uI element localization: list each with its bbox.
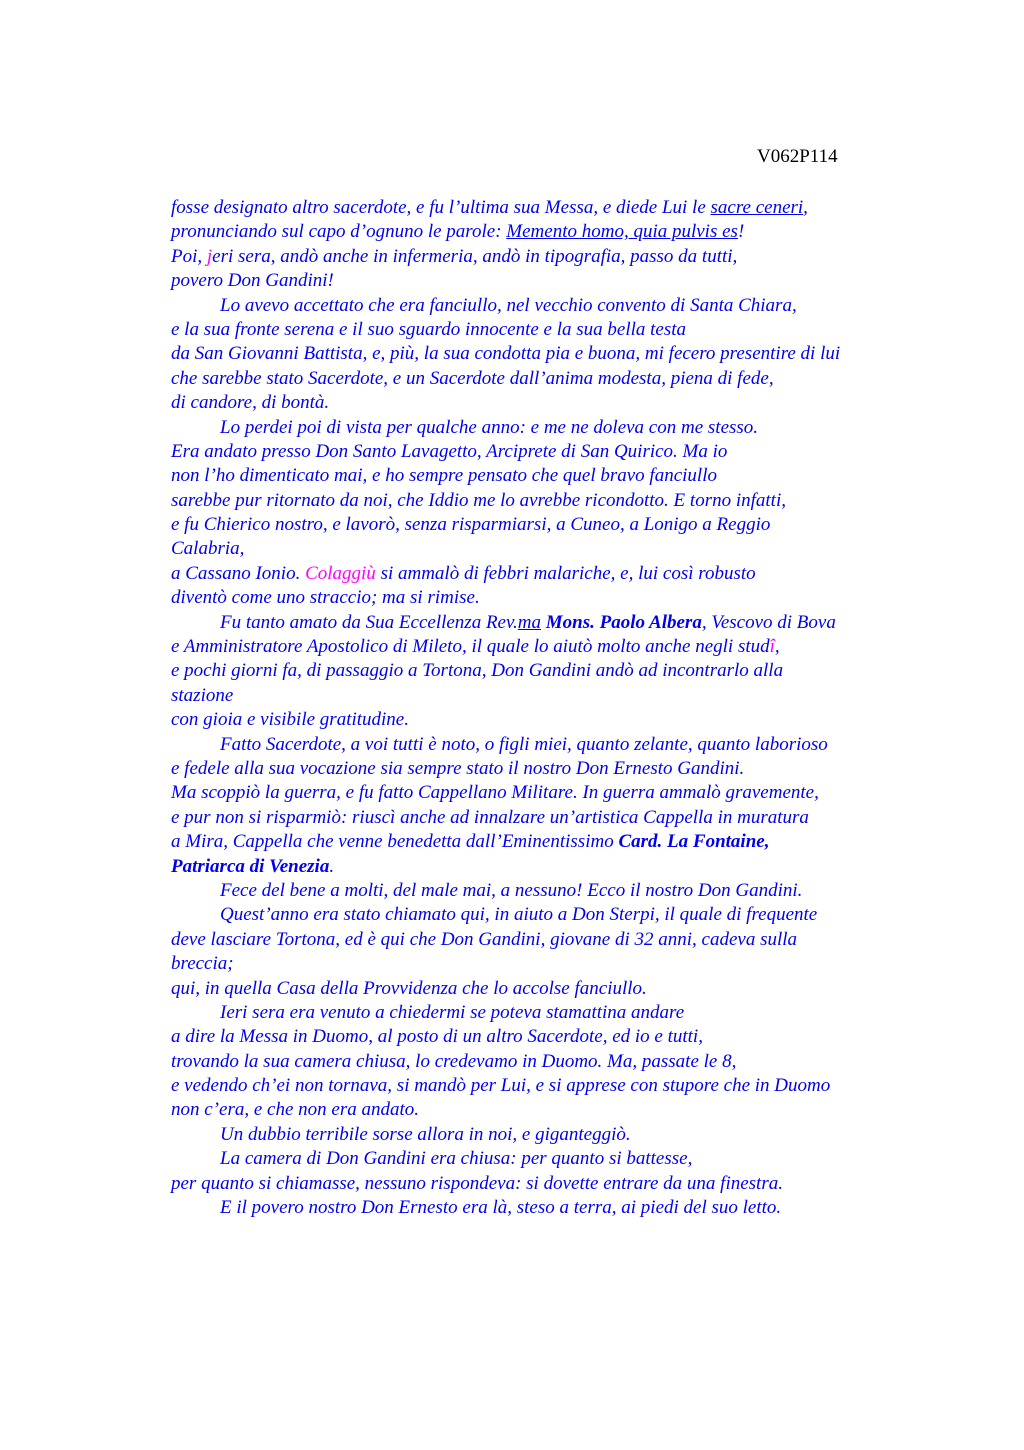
paragraph-start: Un dubbio terribile sorse allora in noi, e giganteggiò. <box>220 1123 631 1145</box>
text-line: per quanto si chiamasse, nessuno rispondeva: si dovette entrare da una finestra. <box>171 1172 783 1194</box>
paragraph-start: E il povero nostro Don Ernesto era là, steso a terra, ai piedi del suo letto. <box>220 1197 782 1219</box>
text-line: a Cassano Ionio. Colaggiù si ammalò di febbri malariche, e, lui così robusto <box>171 562 756 584</box>
text-line: fosse designato altro sacerdote, e fu l’ultima sua Messa, e diede Lui le sacre ceneri, <box>171 197 808 218</box>
text-line: e fu Chierico nostro, e lavorò, senza risparmiarsi, a Cuneo, a Lonigo a Reggio <box>171 514 771 536</box>
text-line: e la sua fronte serena e il suo sguardo innocente e la sua bella testa <box>171 318 687 340</box>
text-line: stazione <box>171 684 234 706</box>
text-line: Calabria, <box>171 538 245 560</box>
text-line: pronunciando sul capo d’ognuno le parole: Memento homo, quia pulvis es! <box>171 221 745 243</box>
text-line: trovando la sua camera chiusa, lo credevamo in Duomo. Ma, passate le 8, <box>171 1050 737 1072</box>
text-line: a dire la Messa in Duomo, al posto di un altro Sacerdote, ed io e tutti, <box>171 1026 703 1048</box>
text-line: di candore, di bontà. <box>171 392 330 414</box>
page-reference: V062P114 <box>757 146 838 167</box>
text-line: diventò come uno straccio; ma si rimise. <box>171 587 480 609</box>
paragraph-start: Fu tanto amato da Sua Eccellenza Rev.ma Mons. Paolo Albera, Vescovo di Bova <box>220 611 836 633</box>
bold-name: Mons. Paolo Albera <box>545 611 702 633</box>
text-line: Ma scoppiò la guerra, e fu fatto Cappellano Militare. In guerra ammalò gravemente, <box>171 782 819 804</box>
text-line: non l’ho dimenticato mai, e ho sempre pensato che quel bravo fanciullo <box>171 465 717 487</box>
text-line: povero Don Gandini! <box>171 270 334 292</box>
paragraph-start: Ieri sera era venuto a chiedermi se poteva stamattina andare <box>220 1001 685 1023</box>
latin-quote: Memento homo, quia pulvis es <box>506 221 738 243</box>
text-line: Patriarca di Venezia. <box>171 855 335 877</box>
text-line: non c’era, e che non era andato. <box>171 1099 419 1121</box>
text-line: e Amministratore Apostolico di Mileto, il quale lo aiutò molto anche negli studî, <box>171 636 780 658</box>
text-line: e pochi giorni fa, di passaggio a Tortona, Don Gandini andò ad incontrarlo alla <box>171 660 784 682</box>
paragraph-start: La camera di Don Gandini era chiusa: per quanto si battesse, <box>220 1148 693 1170</box>
paragraph-start: Lo perdei poi di vista per qualche anno: e me ne doleva con me stesso. <box>220 416 759 438</box>
text-line: con gioia e visibile gratitudine. <box>171 709 409 731</box>
highlighted-letter: î <box>769 636 775 658</box>
text-line: qui, in quella Casa della Provvidenza che lo accolse fanciullo. <box>171 977 647 999</box>
text-line: deve lasciare Tortona, ed è qui che Don Gandini, giovane di 32 anni, cadeva sulla <box>171 928 798 950</box>
bold-name: Card. La Fontaine, <box>618 831 770 853</box>
text-line: Era andato presso Don Santo Lavagetto, Arciprete di San Quirico. Ma io <box>171 440 728 462</box>
text-line: che sarebbe stato Sacerdote, e un Sacerdote dall’anima modesta, piena di fede, <box>171 367 774 389</box>
paragraph-start: Lo avevo accettato che era fanciullo, nel vecchio convento di Santa Chiara, <box>220 294 797 316</box>
text-line: Poi, jeri sera, andò anche in infermeria, andò in tipografia, passo da tutti, <box>171 245 738 267</box>
text-line: e vedendo ch’ei non tornava, si mandò per Lui, e si apprese con stupore che in Duomo <box>171 1075 831 1097</box>
text-line: e fedele alla sua vocazione sia sempre stato il nostro Don Ernesto Gandini. <box>171 757 745 779</box>
paragraph-start: Fatto Sacerdote, a voi tutti è noto, o figli miei, quanto zelante, quanto laborioso <box>220 733 828 755</box>
text-line: da San Giovanni Battista, e, più, la sua condotta pia e buona, mi fecero presentire di lui <box>171 343 841 365</box>
text-line: a Mira, Cappella che venne benedetta dall’Eminentissimo Card. La Fontaine, <box>171 831 770 853</box>
text-line: e pur non si risparmiò: riuscì anche ad innalzare un’artistica Cappella in muratura <box>171 806 809 828</box>
bold-name: Patriarca di Venezia <box>171 855 330 877</box>
document-body <box>171 196 931 1220</box>
text-line: breccia; <box>171 953 234 975</box>
underlined-abbreviation: ma <box>517 611 541 633</box>
underlined-phrase: sacre ceneri <box>710 197 804 218</box>
paragraph-start: Fece del bene a molti, del male mai, a nessuno! Ecco il nostro Don Gandini. <box>220 879 803 901</box>
paragraph-start: Quest’anno era stato chiamato qui, in aiuto a Don Sterpi, il quale di frequente <box>220 904 818 926</box>
text-line: sarebbe pur ritornato da noi, che Iddio me lo avrebbe ricondotto. E torno infatti, <box>171 489 786 511</box>
highlighted-word: Colaggiù <box>305 562 376 584</box>
highlighted-letter: j <box>206 245 213 267</box>
